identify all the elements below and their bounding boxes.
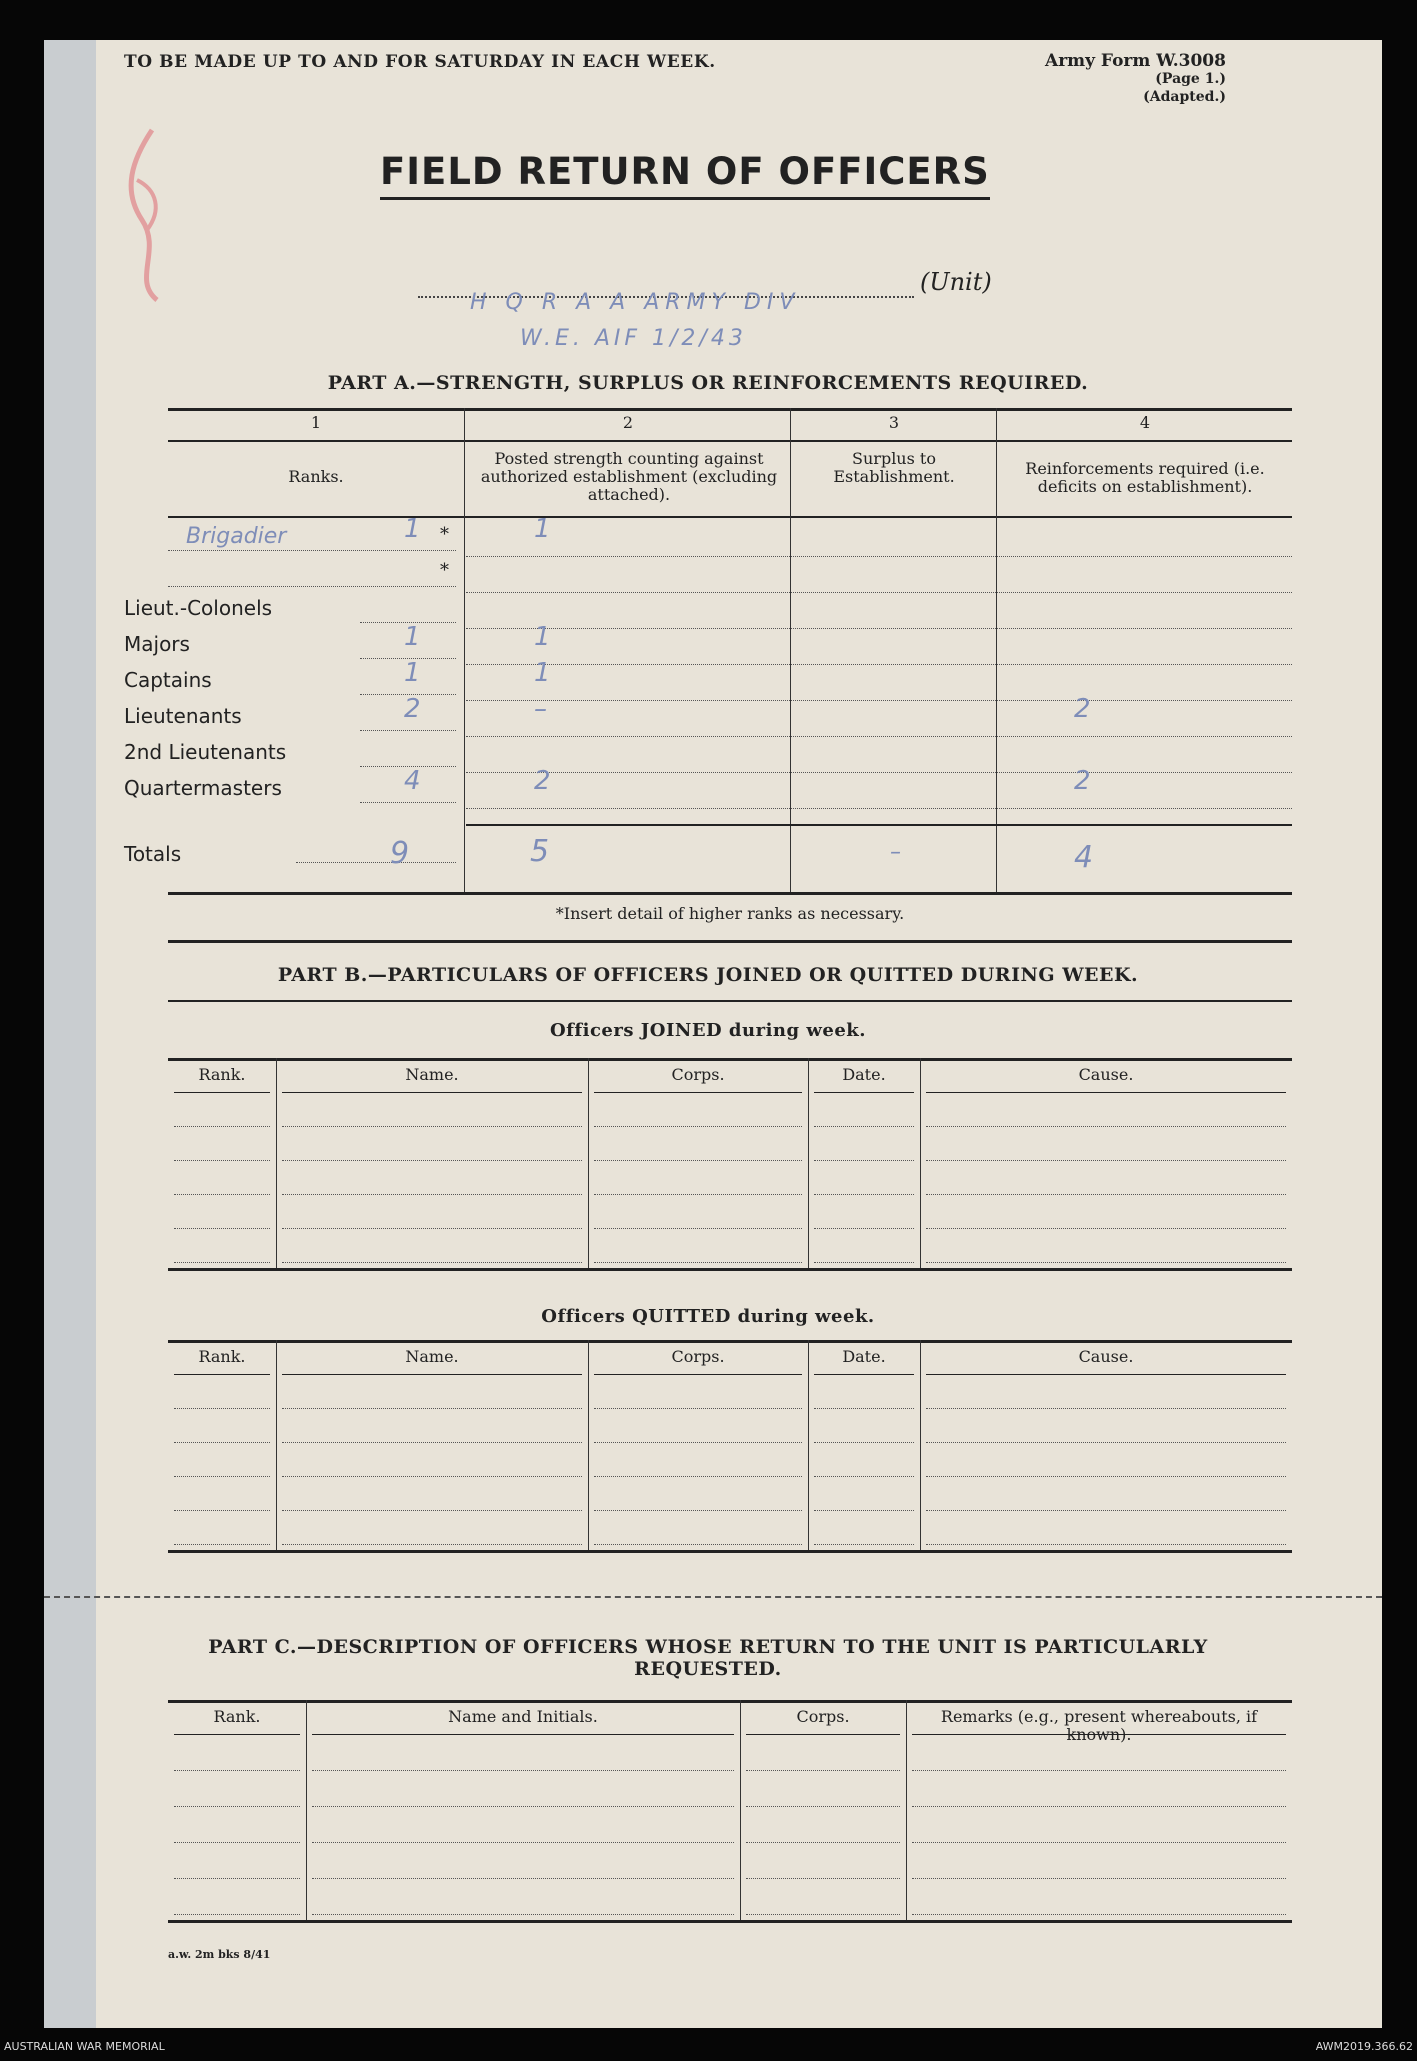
partc-table-header-rule bbox=[746, 1734, 900, 1735]
part-c-title-line2: REQUESTED. bbox=[634, 1658, 782, 1680]
unit-handwriting-2: W.E. AIF 1/2/43 bbox=[520, 326, 747, 351]
joined-table-header-rule bbox=[926, 1092, 1286, 1093]
part-b-title: PART B.—PARTICULARS OF OFFICERS JOINED OR QUITTED DURING WEEK. bbox=[277, 964, 1139, 986]
joined-table-row-rule bbox=[594, 1194, 802, 1195]
totals-surplus: – bbox=[890, 840, 901, 865]
joined-table-row-rule bbox=[174, 1194, 270, 1195]
rank-count: 1 bbox=[404, 658, 421, 688]
quitted-table-row-rule bbox=[282, 1476, 582, 1477]
part-a-row-rule bbox=[466, 556, 1292, 557]
quitted-table-row-rule bbox=[174, 1476, 270, 1477]
rank-dots bbox=[168, 550, 456, 551]
rank-count: 1 bbox=[404, 514, 421, 544]
posted-strength: – bbox=[534, 694, 547, 724]
quitted-table-row-rule bbox=[926, 1476, 1286, 1477]
quitted-table-vline bbox=[276, 1340, 277, 1550]
col-number-4: 4 bbox=[1139, 413, 1151, 432]
partc-table-row-rule bbox=[312, 1770, 734, 1771]
quitted-table-vline bbox=[588, 1340, 589, 1550]
rank-count: 2 bbox=[404, 694, 421, 724]
part-c-title bbox=[124, 1636, 1292, 1680]
quitted-table-row-rule bbox=[174, 1544, 270, 1545]
quitted-table-vline bbox=[808, 1340, 809, 1550]
joined-table-row-rule bbox=[282, 1228, 582, 1229]
joined-table-row-rule bbox=[926, 1194, 1286, 1195]
quitted-table-row-rule bbox=[926, 1442, 1286, 1443]
col-header-reinforcements: Reinforcements required (i.e. deficits on establishment). bbox=[1025, 459, 1265, 496]
star-marker: * bbox=[440, 560, 449, 581]
quitted-table-header-rule bbox=[174, 1374, 270, 1375]
partc-table-row-rule bbox=[174, 1842, 300, 1843]
page-label: (Page 1.) bbox=[1155, 71, 1226, 87]
part-a-vline-1 bbox=[464, 408, 465, 892]
joined-table-top-rule bbox=[168, 1058, 1292, 1061]
joined-table-col-header: Rank. bbox=[198, 1065, 246, 1084]
joined-table-row-rule bbox=[174, 1126, 270, 1127]
quitted-table-row-rule bbox=[814, 1510, 914, 1511]
joined-table-row-rule bbox=[926, 1262, 1286, 1263]
quitted-table-row-rule bbox=[282, 1510, 582, 1511]
joined-table-row-rule bbox=[174, 1262, 270, 1263]
joined-table-header-rule bbox=[174, 1092, 270, 1093]
partc-table-row-rule bbox=[746, 1842, 900, 1843]
joined-table-vline bbox=[808, 1058, 809, 1268]
part-a-top-rule bbox=[168, 408, 1292, 411]
quitted-table-header-rule bbox=[926, 1374, 1286, 1375]
col-number-3: 3 bbox=[888, 413, 900, 432]
cut-line bbox=[44, 1596, 1382, 1598]
part-a-row-rule bbox=[466, 628, 1292, 629]
part-a-row-rule bbox=[466, 772, 1292, 773]
quitted-table-col-header: Cause. bbox=[1078, 1347, 1134, 1366]
partc-table-row-rule bbox=[912, 1878, 1286, 1879]
part-c-title-line1: PART C.—DESCRIPTION OF OFFICERS WHOSE RETURN TO THE UNIT IS PARTICULARLY bbox=[208, 1636, 1208, 1658]
part-a-row-rule bbox=[466, 700, 1292, 701]
totals-reinforcements: 4 bbox=[1074, 840, 1094, 875]
part-a-vline-3 bbox=[996, 408, 997, 892]
joined-table-header-rule bbox=[594, 1092, 802, 1093]
joined-table-col-header: Name. bbox=[405, 1065, 459, 1084]
col-number-2: 2 bbox=[622, 413, 634, 432]
joined-table-row-rule bbox=[174, 1228, 270, 1229]
rank-label: Lieut.-Colonels bbox=[124, 596, 273, 620]
joined-table-vline bbox=[276, 1058, 277, 1268]
part-a-totals-rule bbox=[466, 824, 1292, 826]
partc-table-vline bbox=[306, 1700, 307, 1920]
part-a-row-rule bbox=[466, 736, 1292, 737]
part-a-bottom-rule bbox=[168, 892, 1292, 895]
col-header-ranks: Ranks. bbox=[288, 467, 344, 486]
part-a-footnote: *Insert detail of higher ranks as necessary. bbox=[555, 904, 905, 923]
quitted-table-row-rule bbox=[594, 1476, 802, 1477]
quitted-table-row-rule bbox=[814, 1408, 914, 1409]
partc-table-top-rule bbox=[168, 1700, 1292, 1703]
totals-ranks-count: 9 bbox=[390, 836, 410, 871]
partc-table-row-rule bbox=[912, 1806, 1286, 1807]
page-title: FIELD RETURN OF OFFICERS bbox=[380, 150, 990, 200]
quitted-table-vline bbox=[920, 1340, 921, 1550]
rank-dots bbox=[360, 730, 456, 731]
part-a-end-rule bbox=[168, 940, 1292, 943]
partc-table-row-rule bbox=[174, 1914, 300, 1915]
quitted-table-row-rule bbox=[282, 1442, 582, 1443]
joined-table-row-rule bbox=[594, 1126, 802, 1127]
rank-dots bbox=[360, 802, 456, 803]
quitted-table-col-header: Rank. bbox=[198, 1347, 246, 1366]
unit-label: (Unit) bbox=[920, 268, 992, 296]
joined-table-col-header: Date. bbox=[842, 1065, 886, 1084]
joined-table-row-rule bbox=[814, 1160, 914, 1161]
partc-table-row-rule bbox=[912, 1770, 1286, 1771]
rank-dots bbox=[168, 586, 456, 587]
partc-table-header-rule bbox=[174, 1734, 300, 1735]
rank-label: Majors bbox=[124, 632, 190, 656]
quitted-table-row-rule bbox=[282, 1544, 582, 1545]
partc-table-row-rule bbox=[174, 1806, 300, 1807]
posted-strength: 2 bbox=[534, 766, 551, 796]
joined-table-row-rule bbox=[594, 1262, 802, 1263]
binding-strip bbox=[44, 40, 96, 2028]
unit-handwriting-1: H Q R A A ARMY DIV bbox=[470, 290, 801, 315]
quitted-table-col-header: Date. bbox=[842, 1347, 886, 1366]
quitted-table-top-rule bbox=[168, 1340, 1292, 1343]
quitted-title: Officers QUITTED during week. bbox=[541, 1306, 875, 1327]
quitted-table-row-rule bbox=[814, 1442, 914, 1443]
col-header-posted: Posted strength counting against authorized establishment (excluding attached). bbox=[480, 449, 778, 504]
rank-label: Captains bbox=[124, 668, 212, 692]
totals-label: Totals bbox=[124, 842, 182, 866]
col-number-1: 1 bbox=[310, 413, 322, 432]
instruction-text: TO BE MADE UP TO AND FOR SATURDAY IN EACH WEEK. bbox=[124, 52, 716, 72]
col-header-surplus: Surplus to Establishment. bbox=[833, 449, 955, 486]
partc-table-col-header: Rank. bbox=[213, 1707, 261, 1726]
joined-table-vline bbox=[588, 1058, 589, 1268]
joined-table-row-rule bbox=[814, 1262, 914, 1263]
rank-label: Lieutenants bbox=[124, 704, 242, 728]
totals-posted: 5 bbox=[530, 834, 550, 869]
quitted-table-row-rule bbox=[814, 1544, 914, 1545]
joined-table-bottom-rule bbox=[168, 1268, 1292, 1271]
partc-table-row-rule bbox=[174, 1770, 300, 1771]
partc-table-row-rule bbox=[312, 1806, 734, 1807]
partc-table-col-header: Corps. bbox=[796, 1707, 850, 1726]
quitted-table-row-rule bbox=[926, 1510, 1286, 1511]
rank-handwriting: Brigadier bbox=[186, 524, 287, 549]
partc-table-row-rule bbox=[912, 1842, 1286, 1843]
joined-table-header-rule bbox=[282, 1092, 582, 1093]
partc-table-row-rule bbox=[746, 1878, 900, 1879]
joined-table-row-rule bbox=[814, 1194, 914, 1195]
quitted-table-header-rule bbox=[814, 1374, 914, 1375]
joined-table-header-rule bbox=[814, 1092, 914, 1093]
part-a-vline-2 bbox=[790, 408, 791, 892]
quitted-table-row-rule bbox=[594, 1408, 802, 1409]
part-a-title: PART A.—STRENGTH, SURPLUS OR REINFORCEMENTS REQUIRED. bbox=[327, 372, 1089, 394]
partc-table-row-rule bbox=[746, 1770, 900, 1771]
part-b-top-rule bbox=[168, 1000, 1292, 1002]
form-number bbox=[1045, 52, 1226, 106]
joined-table-col-header: Cause. bbox=[1078, 1065, 1134, 1084]
partc-table-header-rule bbox=[912, 1734, 1286, 1735]
quitted-table-bottom-rule bbox=[168, 1550, 1292, 1553]
posted-strength: 1 bbox=[534, 622, 551, 652]
joined-table-vline bbox=[920, 1058, 921, 1268]
joined-table-row-rule bbox=[926, 1126, 1286, 1127]
quitted-table-row-rule bbox=[594, 1510, 802, 1511]
part-a-row-rule bbox=[466, 808, 1292, 809]
partc-table-row-rule bbox=[746, 1806, 900, 1807]
joined-table-row-rule bbox=[814, 1126, 914, 1127]
partc-table-col-header: Remarks (e.g., present whereabouts, if known). bbox=[940, 1707, 1258, 1744]
partc-table-row-rule bbox=[312, 1842, 734, 1843]
joined-table-row-rule bbox=[814, 1228, 914, 1229]
part-a-number-rule bbox=[168, 440, 1292, 442]
quitted-table-col-header: Name. bbox=[405, 1347, 459, 1366]
joined-table-row-rule bbox=[926, 1228, 1286, 1229]
reinforcements: 2 bbox=[1074, 694, 1091, 724]
joined-table-col-header: Corps. bbox=[671, 1065, 725, 1084]
joined-table-row-rule bbox=[282, 1194, 582, 1195]
star-marker: * bbox=[440, 524, 449, 545]
quitted-table-row-rule bbox=[926, 1544, 1286, 1545]
partc-table-header-rule bbox=[312, 1734, 734, 1735]
quitted-table-row-rule bbox=[594, 1544, 802, 1545]
partc-table-row-rule bbox=[174, 1878, 300, 1879]
posted-strength: 1 bbox=[534, 514, 551, 544]
part-a-row-rule bbox=[466, 664, 1292, 665]
print-code: a.w. 2m bks 8/41 bbox=[168, 1948, 271, 1961]
partc-table-vline bbox=[906, 1700, 907, 1920]
part-a-header-rule bbox=[168, 516, 1292, 518]
adapted-label: (Adapted.) bbox=[1143, 89, 1226, 105]
rank-count: 1 bbox=[404, 622, 421, 652]
totals-dots bbox=[296, 862, 456, 863]
quitted-table-col-header: Corps. bbox=[671, 1347, 725, 1366]
joined-table-row-rule bbox=[282, 1126, 582, 1127]
rank-label: Quartermasters bbox=[124, 776, 282, 800]
quitted-table-row-rule bbox=[174, 1408, 270, 1409]
quitted-table-header-rule bbox=[282, 1374, 582, 1375]
joined-table-row-rule bbox=[174, 1160, 270, 1161]
quitted-table-row-rule bbox=[926, 1408, 1286, 1409]
quitted-table-row-rule bbox=[174, 1442, 270, 1443]
partc-table-row-rule bbox=[912, 1914, 1286, 1915]
posted-strength: 1 bbox=[534, 658, 551, 688]
joined-table-row-rule bbox=[594, 1160, 802, 1161]
joined-table-row-rule bbox=[594, 1228, 802, 1229]
quitted-table-row-rule bbox=[594, 1442, 802, 1443]
quitted-table-row-rule bbox=[282, 1408, 582, 1409]
joined-title: Officers JOINED during week. bbox=[549, 1020, 867, 1041]
joined-table-row-rule bbox=[282, 1262, 582, 1263]
rank-label: 2nd Lieutenants bbox=[124, 740, 287, 764]
quitted-table-row-rule bbox=[174, 1510, 270, 1511]
part-a-row-rule bbox=[466, 592, 1292, 593]
partc-table-row-rule bbox=[312, 1878, 734, 1879]
footer-source: AUSTRALIAN WAR MEMORIAL bbox=[4, 2040, 165, 2053]
partc-table-col-header: Name and Initials. bbox=[448, 1707, 598, 1726]
partc-table-row-rule bbox=[312, 1914, 734, 1915]
partc-table-bottom-rule bbox=[168, 1920, 1292, 1923]
reinforcements: 2 bbox=[1074, 766, 1091, 796]
joined-table-row-rule bbox=[926, 1160, 1286, 1161]
form-name: Army Form W.3008 bbox=[1045, 51, 1226, 71]
red-pencil-mark bbox=[112, 120, 182, 310]
footer-accession: AWM2019.366.62 bbox=[1315, 2040, 1413, 2053]
quitted-table-row-rule bbox=[814, 1476, 914, 1477]
partc-table-row-rule bbox=[746, 1914, 900, 1915]
quitted-table-header-rule bbox=[594, 1374, 802, 1375]
partc-table-vline bbox=[740, 1700, 741, 1920]
rank-count: 4 bbox=[404, 766, 421, 796]
joined-table-row-rule bbox=[282, 1160, 582, 1161]
